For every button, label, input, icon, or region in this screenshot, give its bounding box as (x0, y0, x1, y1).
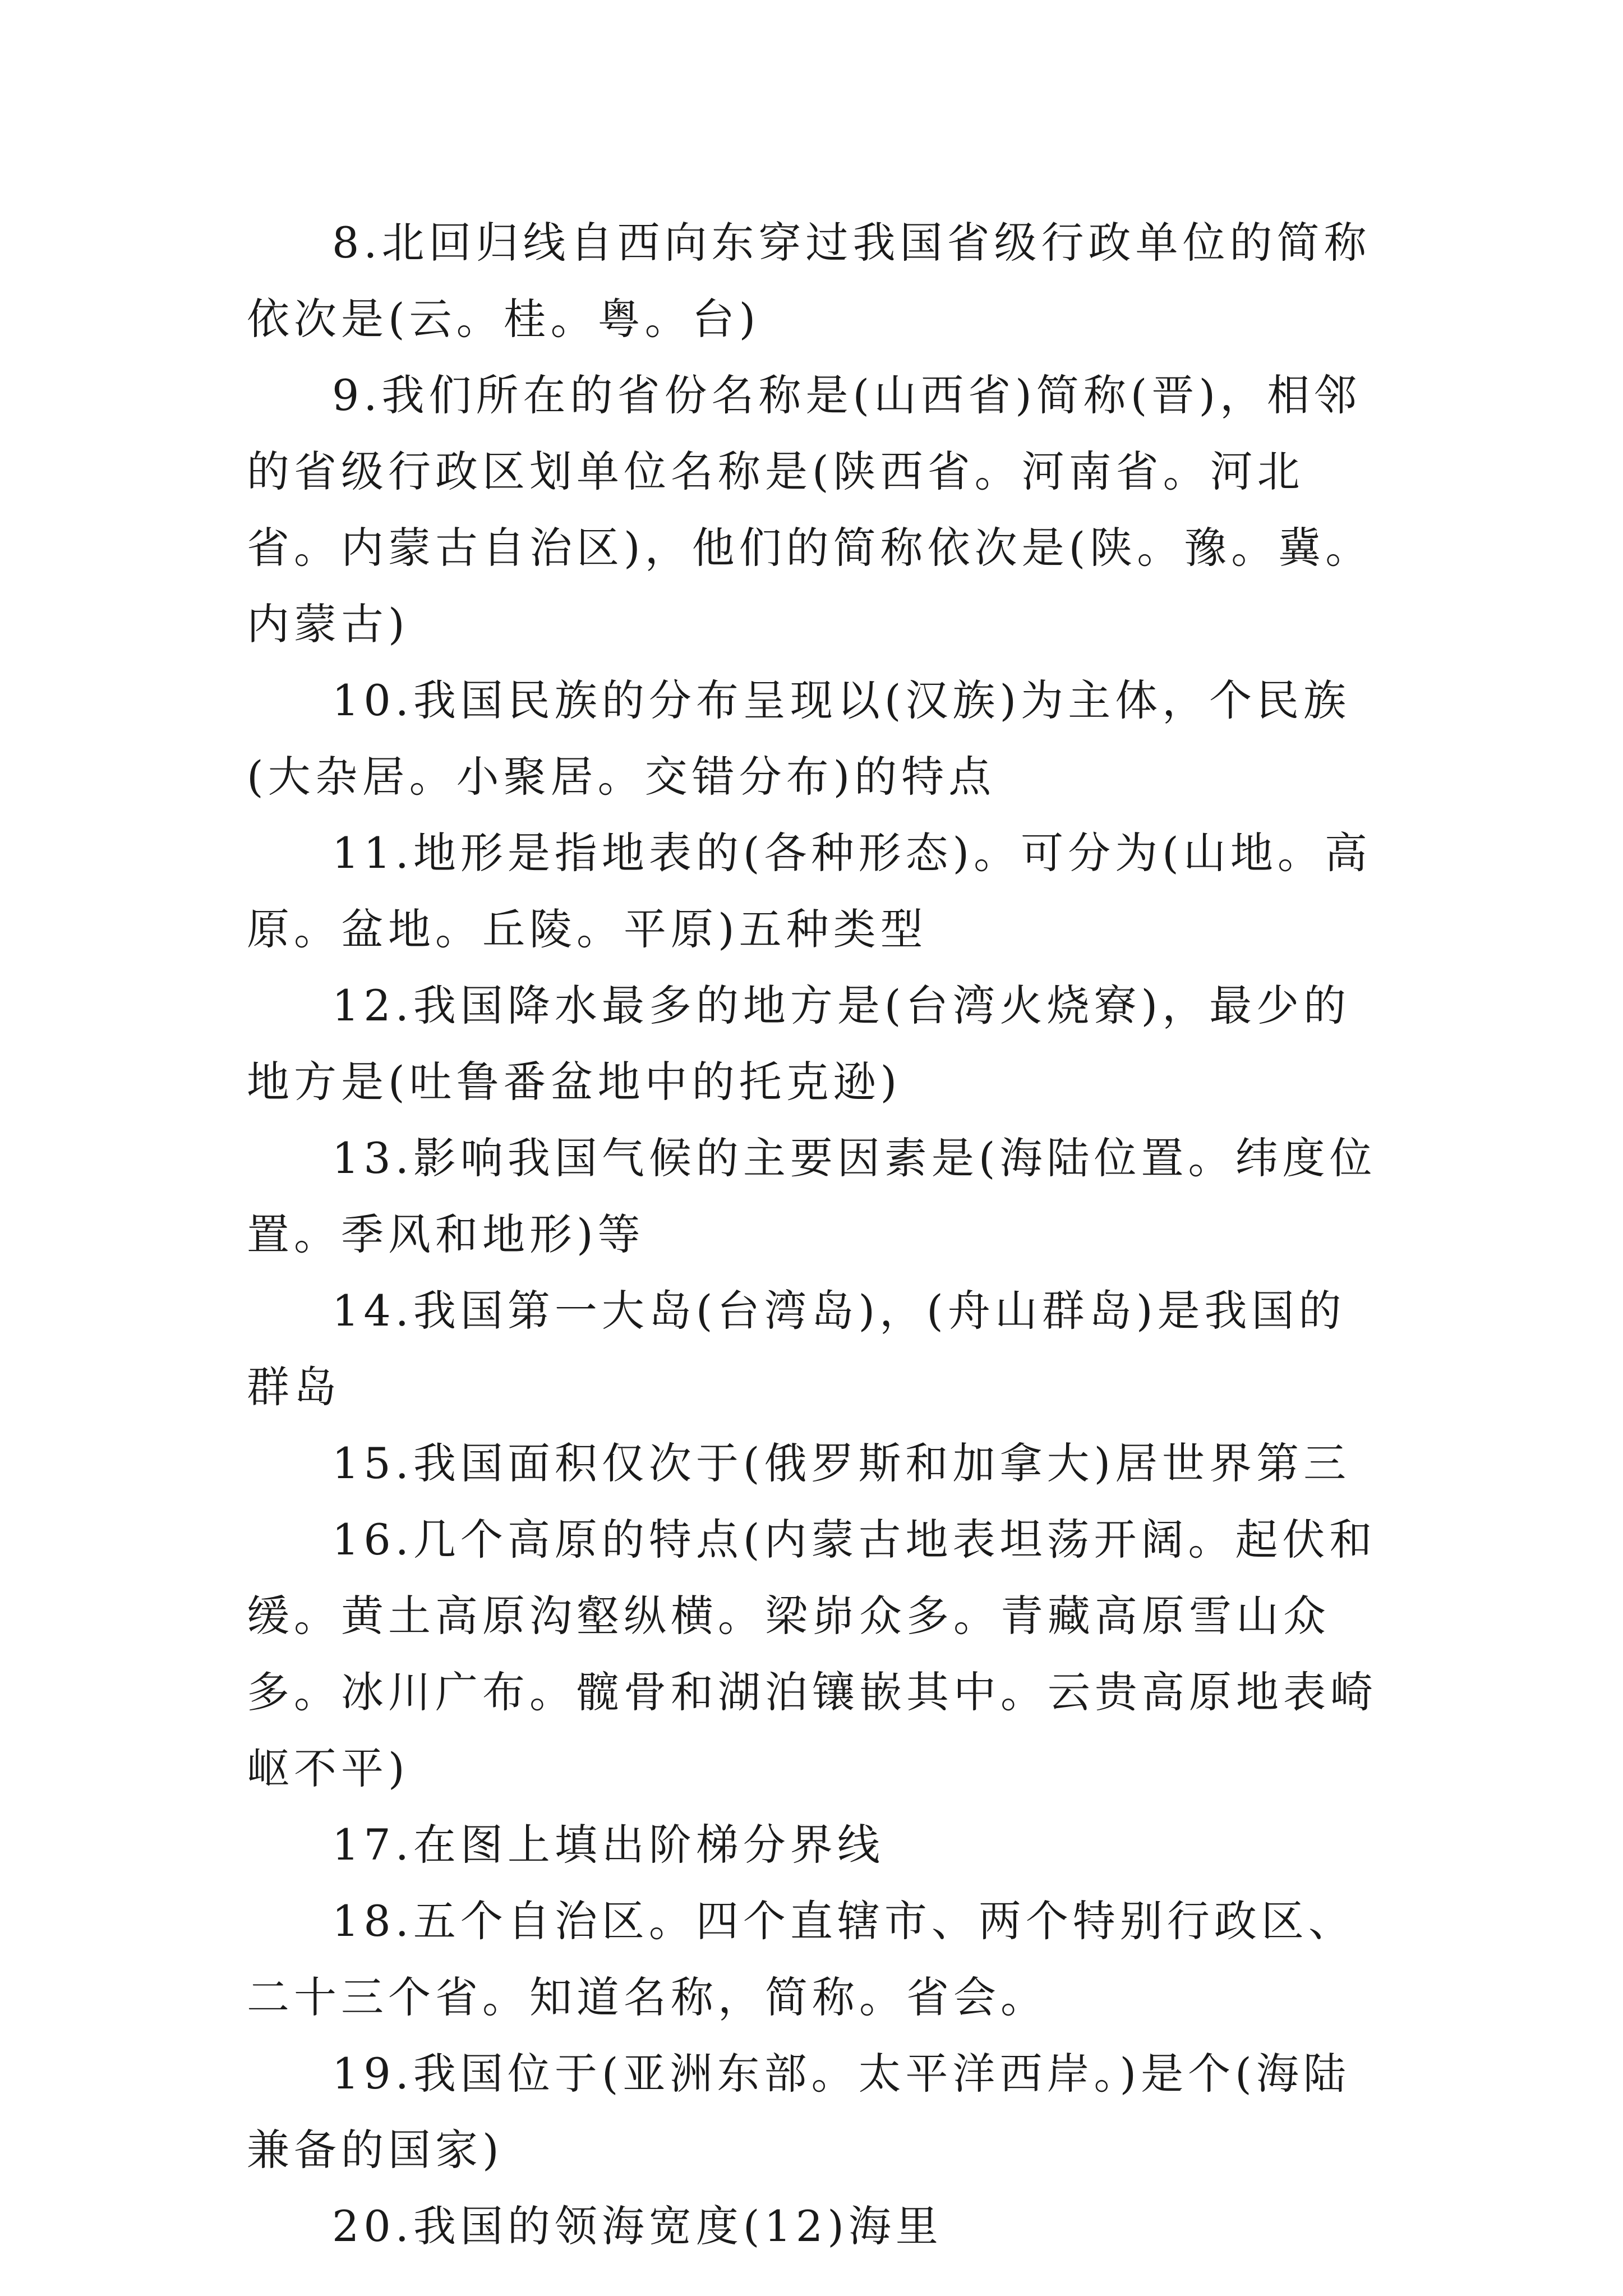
paragraph-item-11: 11.地形是指地表的(各种形态)。可分为(山地。高原。盆地。丘陵。平原)五种类型 (247, 828, 1372, 954)
document-body (247, 205, 1391, 2265)
paragraph-item-9: 9.我们所在的省份名称是(山西省)简称(晋)，相邻的省级行政区划单位名称是(陕西省。河南省。河北省。内蒙古自治区)，他们的简称依次是(陕。豫。冀。内蒙古) (247, 370, 1373, 649)
paragraph-item-10: 10.我国民族的分布呈现以(汉族)为主体，个民族(大杂居。小聚居。交错分布)的特点 (247, 675, 1351, 802)
paragraph-item-8: 8.北回归线自西向东穿过我国省级行政单位的简称依次是(云。桂。粤。台) (247, 218, 1371, 344)
paragraph-item-16: 16.几个高原的特点(内蒙古地表坦荡开阔。起伏和缓。黄土高原沟壑纵横。梁峁众多。青藏高原雪山众多。冰川广布。髋骨和湖泊镶嵌其中。云贵高原地表崎岖不平) (247, 1515, 1377, 1793)
paragraph-item-19: 19.我国位于(亚洲东部。太平洋西岸。)是个(海陆兼备的国家) (247, 2049, 1350, 2175)
paragraph-item-13: 13.影响我国气候的主要因素是(海陆位置。纬度位置。季风和地形)等 (247, 1133, 1377, 1259)
paragraph-item-17: 17.在图上填出阶梯分界线 (332, 1820, 884, 1870)
paragraph-item-12: 12.我国降水最多的地方是(台湾火烧寮)，最少的地方是(吐鲁番盆地中的托克逊) (247, 981, 1351, 1107)
paragraph-item-15: 15.我国面积仅次于(俄罗斯和加拿大)居世界第三 (332, 1438, 1351, 1488)
paragraph-item-20: 20.我国的领海宽度(12)海里 (332, 2201, 943, 2251)
paragraph-item-14: 14.我国第一大岛(台湾岛)，(舟山群岛)是我国的群岛 (247, 1286, 1346, 1412)
paragraph-item-18: 18.五个自治区。四个直辖市、两个特别行政区、二十三个省。知道名称，简称。省会。 (247, 1896, 1355, 2022)
